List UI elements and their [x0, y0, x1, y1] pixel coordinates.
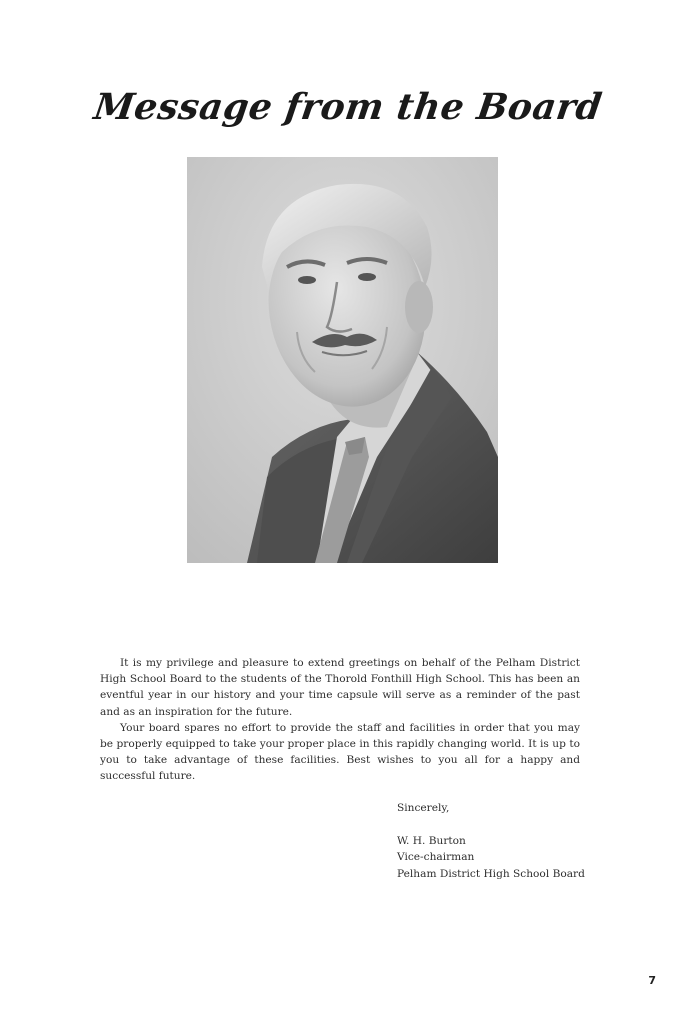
signature-block	[397, 800, 657, 882]
page-title: Message from the Board	[91, 86, 605, 129]
message-paragraph: Your board spares no effort to provide the staff and facilities in order that you may be properly equipped to take your proper place in this rapidly changing world. It is up to you to take advantage of these facilities. Best wishes to you all for a happy and successful future.	[100, 721, 580, 783]
closing-salutation: Sincerely,	[397, 802, 450, 814]
page-number: 7	[648, 974, 656, 987]
message-body	[100, 655, 580, 785]
signer-organization: Pelham District High School Board	[397, 867, 585, 880]
message-paragraph: It is my privilege and pleasure to extend greetings on behalf of the Pelham District High School Board to the students of the Thorold Fonthill High School. This has been an eventful year in our history and your time capsule will serve as a reminder of the past and as an inspiration for the future.	[100, 657, 580, 718]
portrait-photo	[187, 157, 498, 563]
signer-position: Vice-chairman	[397, 851, 475, 864]
signer-name: W. H. Burton	[397, 835, 466, 848]
